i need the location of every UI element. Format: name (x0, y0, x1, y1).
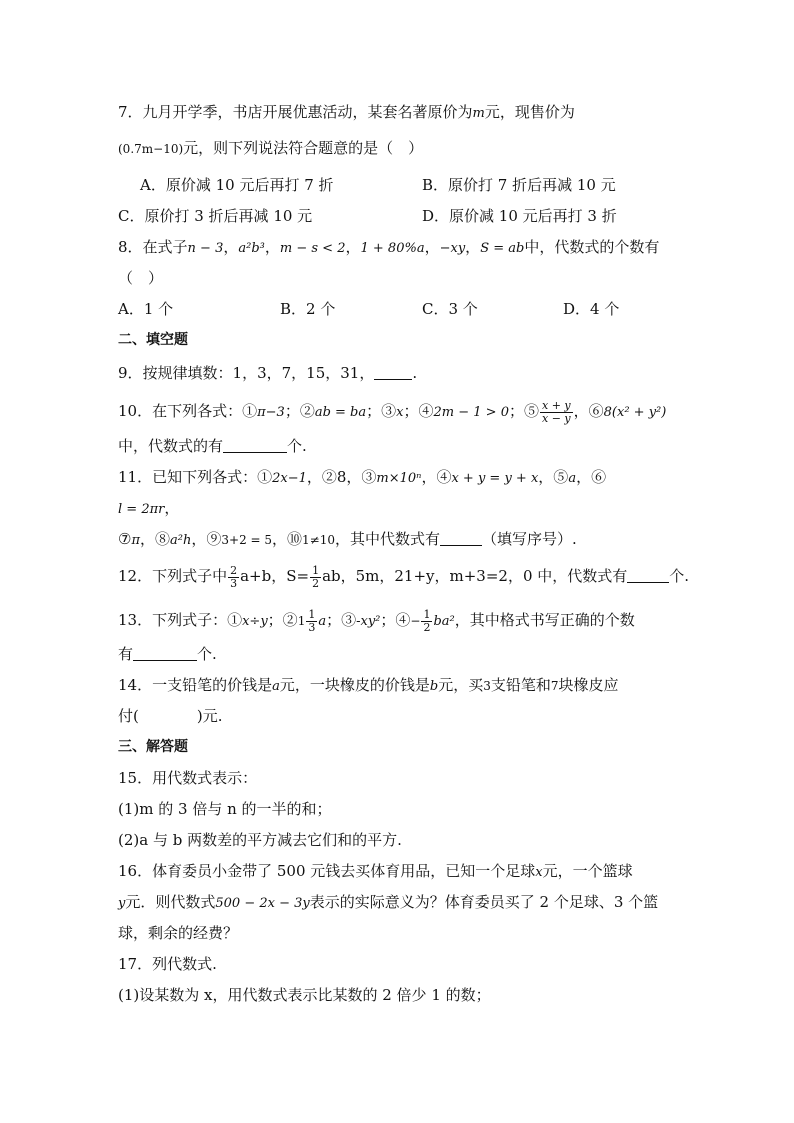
q11-expr-5: a (568, 471, 577, 486)
q12-answer-blank[interactable] (627, 568, 669, 583)
q9-text: 9．按规律填数：1，3，7，15，31， (118, 364, 375, 382)
q13-tail: ，其中格式书写正确的个数 (454, 611, 635, 629)
q11-answer-blank[interactable] (440, 531, 482, 546)
q10-frac-den: x − y (542, 411, 571, 425)
q15-title: 15．用代数式表示： (118, 769, 258, 787)
q16-expr: 500 − 2x − 3y (215, 896, 310, 911)
q13-expr-4-var: ba² (433, 614, 455, 629)
q12-line (118, 558, 689, 594)
q14-line2 (118, 706, 222, 726)
q10-expr-6: 8(x² + y²) (603, 405, 667, 420)
q14-text-1: 14．一支铅笔的价钱是 (118, 676, 273, 694)
q10-lead: 10．在下列各式：① (118, 402, 258, 420)
q13-e4-den: 2 (423, 620, 431, 634)
q10-answer-blank[interactable] (223, 438, 287, 453)
q7-line2 (118, 138, 423, 159)
q7-option-a[interactable]: A．原价减 10 元后再打 7 折 (140, 176, 334, 194)
q13-expr-1: x÷y (242, 614, 268, 629)
q13-lead: 13．下列式子：① (118, 611, 243, 629)
q12-frac1-den: 3 (230, 576, 238, 590)
q14-line2-end: )元. (196, 707, 223, 725)
q10-fraction (540, 400, 573, 425)
q8-lead: 8．在式子 (118, 238, 188, 256)
q11-tail: ，其中代数式有 (335, 530, 441, 548)
q10-line2 (118, 436, 307, 456)
q16-var-y: y (118, 896, 126, 911)
q8-paren: （ ） (118, 269, 164, 287)
q11-tail2: （填写序号）. (482, 530, 577, 548)
q14-text-5: 块橡皮应 (558, 676, 619, 694)
q10-expr-3: x (396, 405, 404, 420)
q10-frac-num: x + y (542, 398, 571, 412)
q16-text-1: 16．体育委员小金带了 500 元钱去买体育用品，已知一个足球 (118, 862, 536, 880)
q7-option-c[interactable]: C．原价打 3 折后再减 10 元 (118, 207, 313, 225)
q14-text-4: 支铅笔和 (490, 676, 551, 694)
q10-line2-text: 中，代数式的有 (118, 437, 224, 455)
q13-sep-3: ；③ (326, 611, 357, 629)
q12-text-1: a+b，S= (240, 567, 310, 585)
q13-expr-3: -xy² (356, 614, 381, 629)
q14-text-2: 元，一块橡皮的价钱是 (279, 676, 430, 694)
q14-line2-text: 付( (118, 707, 139, 725)
q9-line (118, 363, 417, 383)
q13-expr-2-whole: 1 (297, 614, 306, 628)
q11-expr-8: a²h (170, 533, 192, 548)
section-answer-title: 三、解答题 (118, 739, 188, 755)
q12-frac2-den: 2 (312, 576, 320, 590)
q11-line3 (118, 529, 577, 551)
q16-line3: 球，剩余的经费？ (118, 924, 239, 942)
q14-num-3: 3 (483, 679, 491, 693)
q16-text-2b: 表示的实际意义为？体育委员买了 2 个足球、3 个篮 (309, 893, 659, 911)
q11-expr-6: l = 2πr (118, 502, 165, 517)
q14-text-3: 元，买 (438, 676, 484, 694)
q11-expr-10: 1≠10 (302, 533, 336, 547)
q9-answer-blank[interactable] (374, 365, 412, 380)
q8-expr-1: n − 3 (187, 241, 224, 256)
q10-sep-2: ；② (284, 402, 315, 420)
q8-expr-4: 1 + 80%a (360, 241, 425, 256)
q12-text-3: 个. (669, 567, 690, 585)
q15-part-1: (1)m 的 3 倍与 n 的一半的和； (118, 800, 332, 818)
q16-text-1-end: 元，一个篮球 (542, 862, 633, 880)
q11-sep-10: ，⑩ (272, 530, 303, 548)
q11-expr-7: π (131, 533, 140, 548)
q16-text-2a: 元．则代数式 (125, 893, 216, 911)
q11-sep-9: ，⑨ (191, 530, 222, 548)
q13-line1 (118, 602, 635, 638)
q12-text-2: ab，5m，21+y，m+3=2，0 中，代数式有 (322, 567, 628, 585)
q7-option-b[interactable]: B．原价打 7 折后再减 10 元 (422, 176, 616, 194)
q11-sep-2: ，②8，③ (306, 468, 377, 486)
q8-expr-3: m − s < 2 (279, 241, 346, 256)
q10-expr-4: 2m − 1 > 0 (433, 405, 509, 420)
q10-expr-1: π−3 (257, 405, 285, 420)
q8-expr-6: S = ab (480, 241, 525, 256)
q14-var-a: a (272, 679, 280, 694)
q14-var-b: b (429, 679, 439, 694)
q17-title: 17．列代数式. (118, 955, 217, 973)
q11-line1 (118, 467, 606, 489)
q14-line1 (118, 675, 619, 697)
q8-line1: 8．在式子n − 3，a²b³，m − s < 2，1 + 80%a，−xy，S = ab中，代数式的个数有 (118, 238, 660, 256)
q16-line1 (118, 861, 633, 883)
q10-line2-end: 个. (287, 437, 307, 455)
q10-sep-6: ，⑥ (573, 402, 604, 420)
q11-sep-6: ，⑥ (576, 468, 607, 486)
q13-line2 (118, 644, 217, 664)
q7-var-m: m (472, 106, 485, 121)
q7-stem-end: 元，现售价为 (484, 103, 575, 121)
q11-expr-1: 2x−1 (272, 471, 307, 486)
q11-expr-3: m×10ⁿ (376, 471, 422, 486)
q13-expr-2-fraction (306, 609, 317, 634)
q11-comma: ， (164, 499, 180, 517)
q7-option-d[interactable]: D．原价减 10 元后再打 3 折 (422, 207, 617, 225)
q13-sep-2: ；② (267, 611, 298, 629)
q17-part-1: (1)设某数为 x，用代数式表示比某数的 2 倍少 1 的数； (118, 986, 491, 1004)
q8-expr-5: −xy (439, 241, 466, 256)
q7-question: 元，则下列说法符合题意的是（ ） (183, 139, 424, 157)
q11-sep-5: ，⑤ (538, 468, 569, 486)
q11-expr-4: x + y = y + x (451, 471, 539, 486)
section-fill-in-title: 二、填空题 (118, 332, 188, 348)
q7-stem: 7．九月开学季，书店开展优惠活动，某套名著原价为 (118, 103, 473, 121)
q13-expr-4-fraction (421, 609, 432, 634)
q11-lead: 11．已知下列各式：① (118, 468, 273, 486)
q11-line2 (118, 498, 179, 520)
q8-option-c[interactable]: C．3 个 (422, 300, 478, 318)
q10-sep-4: ；④ (403, 402, 434, 420)
q8-option-b[interactable]: B．2 个 (280, 300, 336, 318)
q15-part-2: (2)a 与 b 两数差的平方减去它们和的平方. (118, 831, 402, 849)
q7-price-expr: (0.7m−10) (118, 142, 184, 156)
q10-sep-5: ；⑤ (508, 402, 539, 420)
q11-sep-4: ，④ (421, 468, 452, 486)
q16-var-x: x (535, 865, 543, 880)
q11-sep-8: ，⑧ (140, 530, 171, 548)
q8-option-d[interactable]: D．4 个 (563, 300, 620, 318)
q8-tail: 中，代数式的个数有 (524, 238, 660, 256)
q8-expr-2: a²b³ (238, 241, 265, 256)
q16-line2 (118, 892, 658, 914)
q10-sep-3: ；③ (366, 402, 397, 420)
q12-fraction-2 (310, 565, 321, 590)
q12-lead: 12．下列式子中 (118, 567, 228, 585)
q11-num-7: ⑦ (118, 530, 132, 548)
q11-expr-9: 3+2 = 5 (221, 533, 273, 547)
q12-frac2-num: 1 (312, 563, 320, 577)
q13-answer-blank[interactable] (133, 646, 197, 661)
q12-frac1-num: 2 (230, 563, 238, 577)
q13-e2-num: 1 (308, 607, 316, 621)
q13-expr-2-var: a (318, 614, 327, 629)
q7-line1 (118, 102, 575, 124)
q8-option-a[interactable]: A．1 个 (118, 300, 174, 318)
q13-sep-4: ；④ (380, 611, 411, 629)
q10-expr-2: ab = ba (314, 405, 367, 420)
q13-e4-num: 1 (423, 607, 431, 621)
q14-num-7: 7 (550, 679, 559, 693)
q13-line2-end: 个. (197, 645, 217, 663)
q12-fraction-1 (228, 565, 239, 590)
q9-end: . (412, 364, 418, 382)
q13-e2-den: 3 (308, 620, 316, 634)
q13-expr-4-sign: − (410, 614, 421, 628)
q10-line1 (118, 396, 666, 426)
q13-line2-text: 有 (118, 645, 134, 663)
